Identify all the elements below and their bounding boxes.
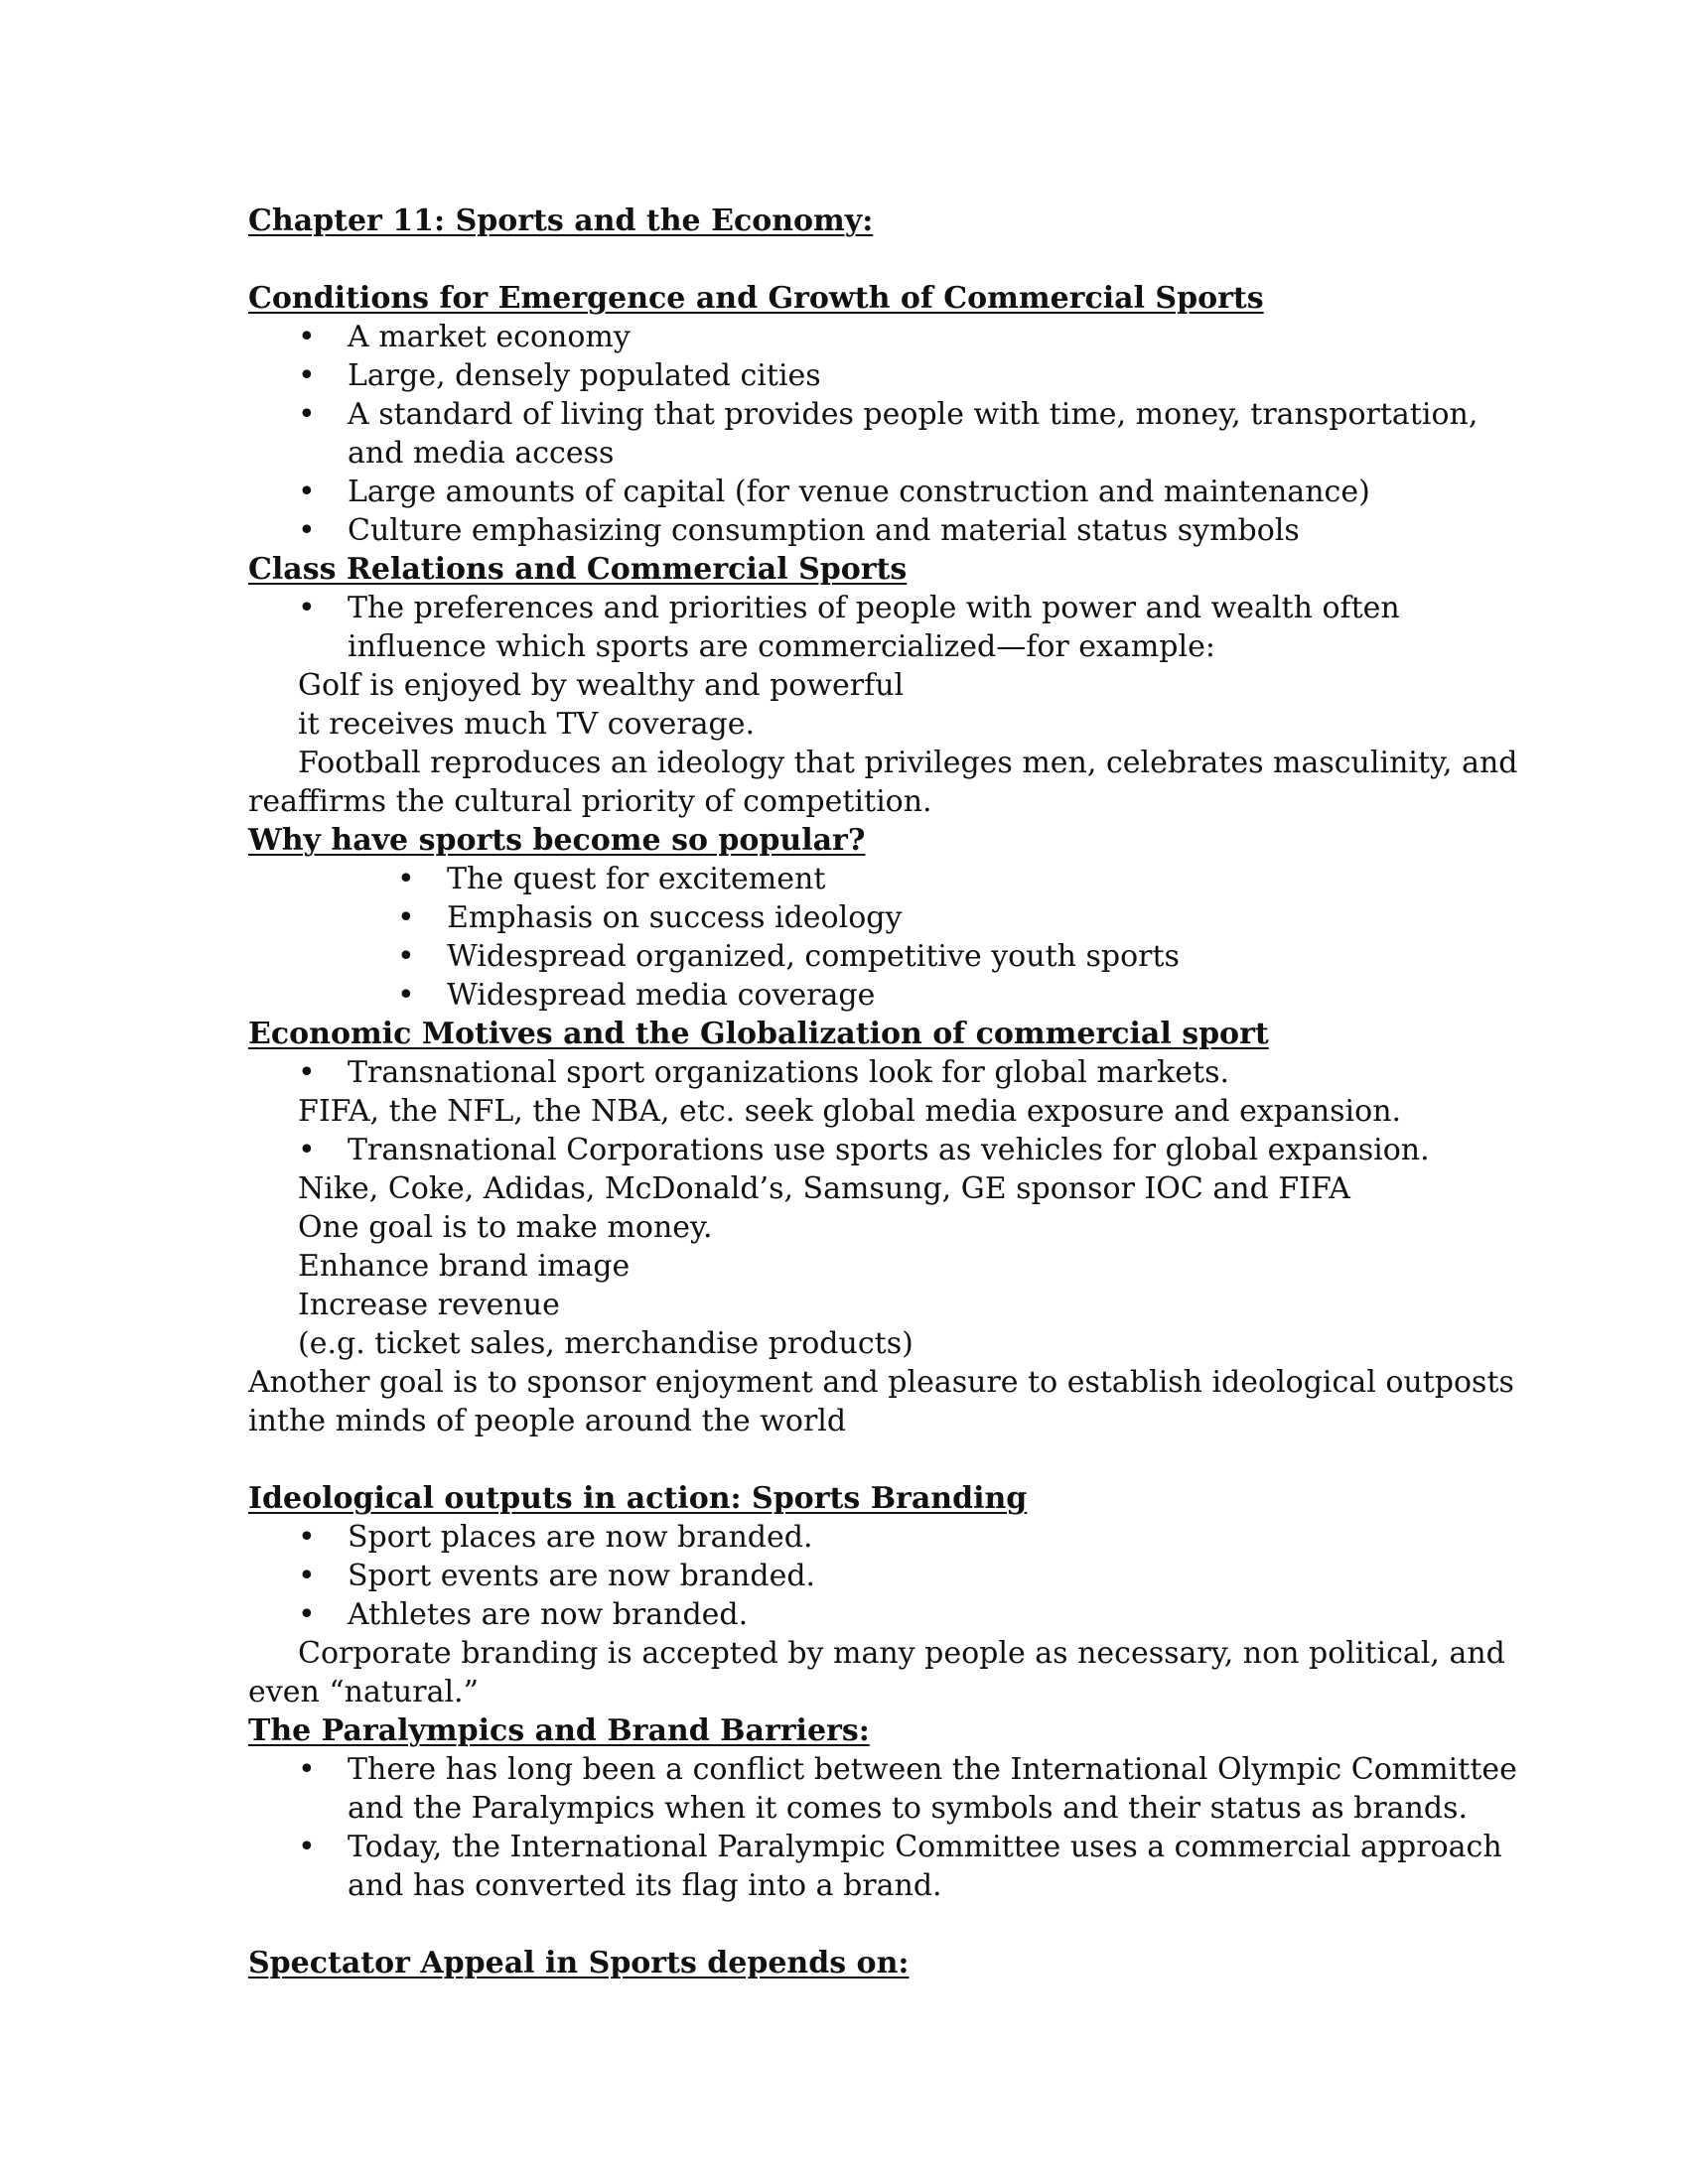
list-item bbox=[248, 356, 1489, 395]
bullet-icon: • bbox=[298, 1752, 316, 1787]
paragraph-line: FIFA, the NFL, the NBA, etc. seek global media exposure and expansion. bbox=[298, 1094, 1402, 1129]
list-item bbox=[248, 1053, 1489, 1092]
list-item bbox=[248, 318, 1489, 356]
list-item-text: Culture emphasizing consumption and material status symbols bbox=[348, 513, 1300, 548]
list-item-text: Large, densely populated cities bbox=[348, 358, 821, 393]
paragraph-line: it receives much TV coverage. bbox=[298, 707, 755, 742]
list-item bbox=[248, 1595, 1489, 1634]
paragraph-line: Nike, Coke, Adidas, McDonald’s, Samsung, GE sponsor IOC and FIFA bbox=[298, 1171, 1350, 1206]
bullet-icon: • bbox=[298, 1830, 316, 1864]
list-item bbox=[248, 1131, 1489, 1169]
paragraph-line: inthe minds of people around the world bbox=[248, 1404, 847, 1438]
paragraph-line: (e.g. ticket sales, merchandise products) bbox=[298, 1326, 914, 1361]
list-item-text: The quest for excitement bbox=[447, 862, 826, 896]
list-item bbox=[248, 976, 1489, 1015]
list-item bbox=[248, 1557, 1489, 1595]
list-item bbox=[248, 898, 1489, 937]
paragraph-line: Increase revenue bbox=[298, 1288, 560, 1322]
list-item-text: Emphasis on success ideology bbox=[447, 900, 903, 935]
bullet-icon: • bbox=[298, 513, 316, 548]
list-item-text: Sport events are now branded. bbox=[348, 1559, 816, 1593]
list-item bbox=[248, 937, 1489, 976]
paragraph-line: Golf is enjoyed by wealthy and powerful bbox=[298, 668, 905, 703]
paragraph-line: Enhance brand image bbox=[298, 1249, 631, 1284]
list-item bbox=[248, 1518, 1489, 1557]
bullet-icon: • bbox=[298, 475, 316, 509]
list-item-text: A market economy bbox=[348, 320, 631, 354]
bullet-icon: • bbox=[298, 358, 316, 393]
paragraph-line: even “natural.” bbox=[248, 1675, 479, 1709]
list-item-continuation: and media access bbox=[348, 436, 615, 471]
paragraph-line: reaffirms the cultural priority of competition. bbox=[248, 784, 932, 819]
section-heading-popular: Why have sports become so popular? bbox=[248, 823, 866, 858]
paragraph-line: Another goal is to sponsor enjoyment and pleasure to establish ideological outposts bbox=[248, 1365, 1514, 1400]
paragraph-line: Football reproduces an ideology that privileges men, celebrates masculinity, and bbox=[298, 746, 1518, 780]
list-item-text: Widespread organized, competitive youth sports bbox=[447, 939, 1180, 974]
blank-line bbox=[248, 240, 1489, 279]
blank-line bbox=[248, 1440, 1489, 1479]
list-item-text: Sport places are now branded. bbox=[348, 1520, 813, 1555]
list-item bbox=[248, 1828, 1502, 1866]
list-item-continuation: and has converted its flag into a brand. bbox=[348, 1868, 942, 1903]
list-item bbox=[248, 511, 1489, 550]
list-item-text: The preferences and priorities of people with power and wealth often bbox=[348, 591, 1400, 625]
list-item-text: Today, the International Paralympic Committee uses a commercial approach bbox=[348, 1830, 1502, 1864]
bullet-icon: • bbox=[298, 1520, 316, 1555]
paragraph-line: Corporate branding is accepted by many people as necessary, non political, and bbox=[298, 1636, 1505, 1671]
section-heading-branding: Ideological outputs in action: Sports Branding bbox=[248, 1481, 1028, 1516]
bullet-icon: • bbox=[397, 900, 415, 935]
list-item-text: Transnational sport organizations look for global markets. bbox=[348, 1055, 1230, 1090]
bullet-icon: • bbox=[397, 978, 415, 1013]
list-item-continuation: and the Paralympics when it comes to symbols and their status as brands. bbox=[348, 1791, 1469, 1826]
bullet-icon: • bbox=[397, 862, 415, 896]
bullet-icon: • bbox=[298, 591, 316, 625]
list-item-text: Widespread media coverage bbox=[447, 978, 876, 1013]
bullet-icon: • bbox=[298, 1133, 316, 1167]
list-item bbox=[248, 395, 1489, 434]
bullet-icon: • bbox=[298, 1055, 316, 1090]
bullet-icon: • bbox=[298, 1559, 316, 1593]
list-item bbox=[248, 1750, 1517, 1789]
list-item-text: A standard of living that provides people with time, money, transportation, bbox=[348, 397, 1478, 432]
paragraph-line: One goal is to make money. bbox=[298, 1210, 713, 1245]
bullet-icon: • bbox=[298, 1597, 316, 1632]
bullet-icon: • bbox=[298, 397, 316, 432]
list-item bbox=[248, 589, 1489, 627]
list-item-text: Transnational Corporations use sports as vehicles for global expansion. bbox=[348, 1133, 1430, 1167]
list-item bbox=[248, 860, 1489, 898]
blank-line bbox=[248, 1905, 1489, 1944]
list-item bbox=[248, 473, 1489, 511]
bullet-icon: • bbox=[298, 320, 316, 354]
document-body bbox=[248, 202, 1518, 1982]
list-item-text: Athletes are now branded. bbox=[348, 1597, 749, 1632]
list-item-continuation: influence which sports are commercialized—for example: bbox=[348, 629, 1215, 664]
bullet-icon: • bbox=[397, 939, 415, 974]
section-heading-economic: Economic Motives and the Globalization of commercial sport bbox=[248, 1017, 1269, 1051]
list-item-text: Large amounts of capital (for venue construction and maintenance) bbox=[348, 475, 1370, 509]
section-heading-spectator: Spectator Appeal in Sports depends on: bbox=[248, 1946, 910, 1980]
chapter-title: Chapter 11: Sports and the Economy: bbox=[248, 204, 874, 238]
section-heading-paralympics: The Paralympics and Brand Barriers: bbox=[248, 1713, 870, 1748]
section-heading-conditions: Conditions for Emergence and Growth of Commercial Sports bbox=[248, 281, 1264, 316]
section-heading-class-relations: Class Relations and Commercial Sports bbox=[248, 552, 908, 587]
list-item-text: There has long been a conflict between the International Olympic Committee bbox=[348, 1752, 1517, 1787]
